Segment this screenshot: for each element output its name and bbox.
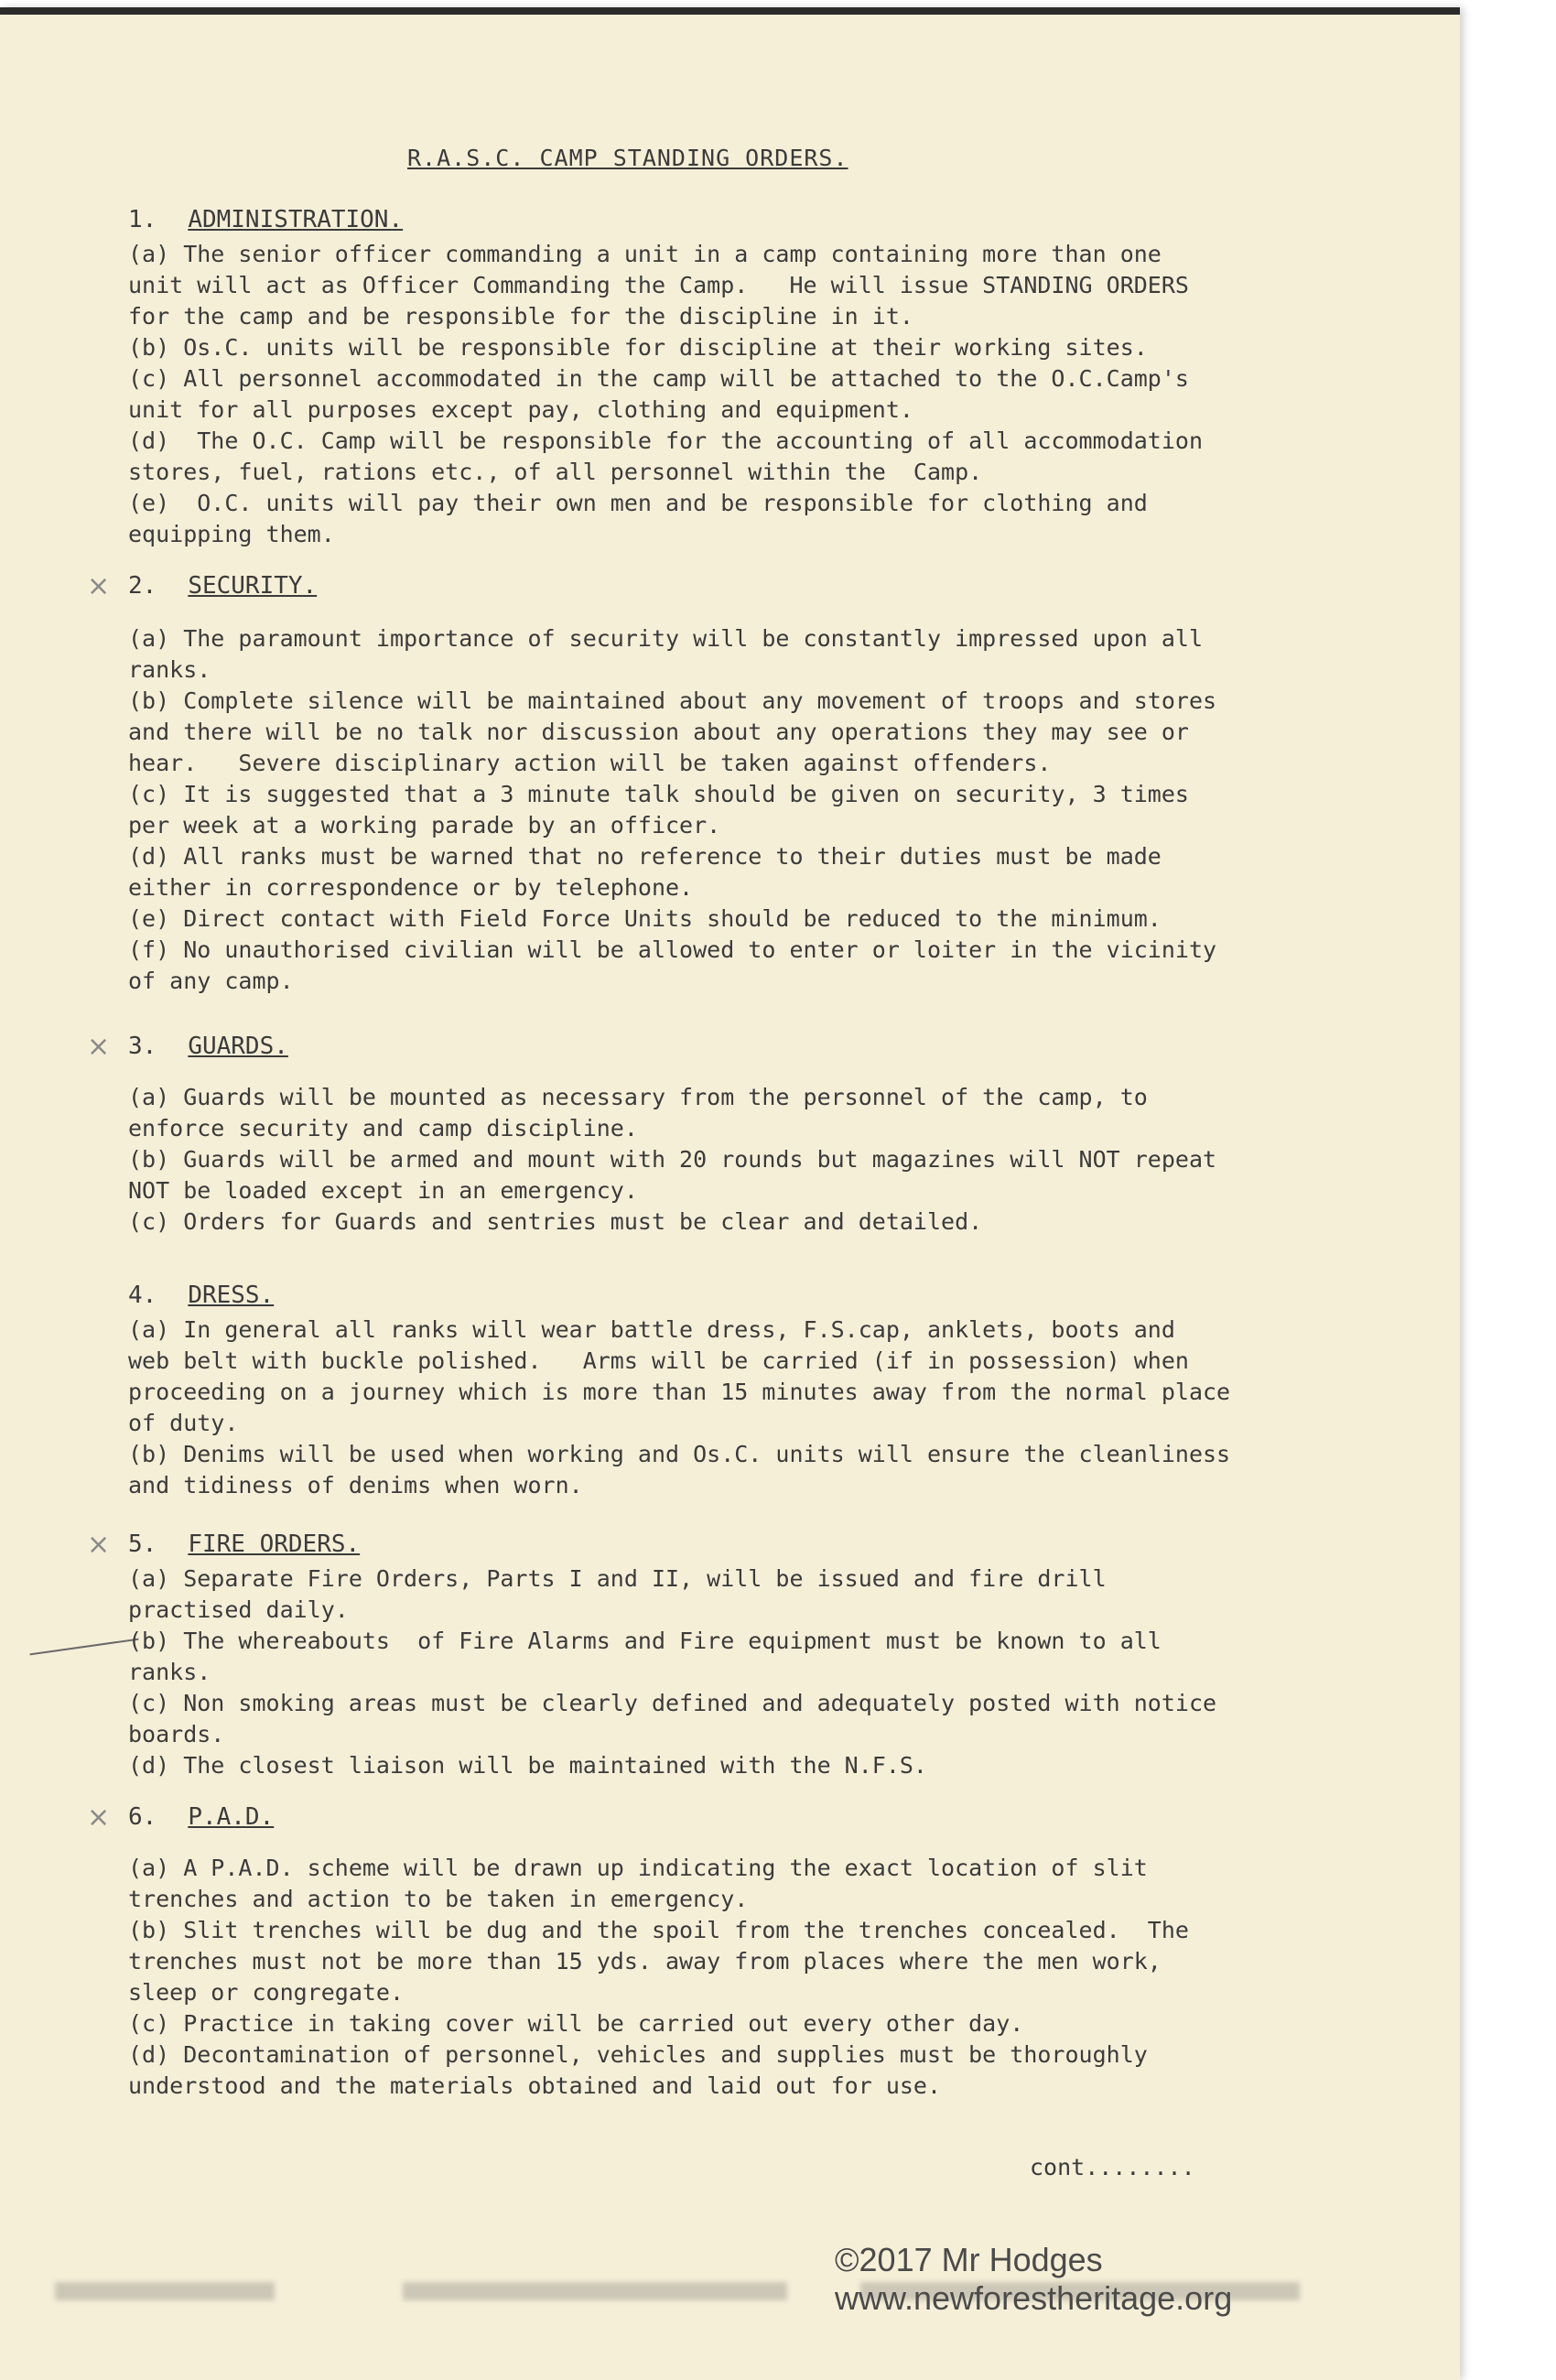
section-heading bbox=[128, 1529, 1364, 1560]
section-body: (a) The paramount importance of security will be constantly impressed upon all ranks. (b) Complete silence will be maintained about any movement of troops and stores and there will be no talk nor discussion about any operations they may see or hear. Severe disciplinary action will be taken against offenders. (c) It is suggested that a 3 minute talk should be given on security, 3 times per week at a working parade by an officer. (d) All ranks must be warned that no reference to their duties must be made either in correspondence or by telephone. (e) Direct contact with Field Force Units should be reduced to the minimum. (f) No unauthorised civilian will be allowed to enter or loiter in the vicinity of any camp. bbox=[128, 625, 1217, 994]
section-heading bbox=[128, 1801, 1364, 1833]
pencil-line-mark bbox=[29, 1639, 138, 1656]
section-body: (a) Separate Fire Orders, Parts I and II, will be issued and fire drill practised daily. (b) The whereabouts of Fire Alarms and Fire equipment must be known to all ranks. (c) Non smoking areas must be clearly defined and adequately posted with notice boards. (d) The closest liaison will be maintained with the N.F.S. bbox=[128, 1565, 1217, 1779]
section-body: (a) A P.A.D. scheme will be drawn up indicating the exact location of slit trenches and action to be taken in emergency. (b) Slit trenches will be dug and the spoil from the trenches concealed. The trenches must not be more than 15 yds. away from places where the men work, sleep or congregate. (c) Practice in taking cover will be carried out every other day. (d) Decontamination of personnel, vehicles and supplies must be thoroughly understood and the materials obtained and laid out for use. bbox=[128, 1855, 1189, 2099]
section-heading bbox=[128, 570, 1364, 601]
section-security bbox=[128, 570, 1364, 997]
pencil-tick-mark: × bbox=[87, 1031, 111, 1063]
section-administration bbox=[128, 204, 1364, 550]
section-title: DRESS. bbox=[188, 1282, 275, 1309]
section-pad bbox=[128, 1801, 1364, 2102]
section-title: ADMINISTRATION. bbox=[188, 206, 404, 233]
section-body: (a) In general all ranks will wear battle dress, F.S.cap, anklets, boots and web belt with buckle polished. Arms will be carried (if in possession) when proceeding on a journey which is more than 15 minutes away from the normal place of duty. (b) Denims will be used when working and Os.C. units will ensure the cleanliness and tidiness of denims when worn. bbox=[128, 1316, 1231, 1498]
section-heading bbox=[128, 204, 1364, 235]
section-body: (a) Guards will be mounted as necessary from the personnel of the camp, to enforce security and camp discipline. (b) Guards will be armed and mount with 20 rounds but magazines will NOT repeat NOT be loaded except in an emergency. (c) Orders for Guards and sentries must be clear and detailed. bbox=[128, 1084, 1217, 1235]
ink-smudge bbox=[860, 2282, 1300, 2300]
section-title: P.A.D. bbox=[188, 1803, 275, 1831]
section-body: (a) The senior officer commanding a unit in a camp containing more than one unit will act as Officer Commanding the Camp. He will issue STANDING ORDERS for the camp and be responsible for the discipline in it. (b) Os.C. units will be responsible for discipline at their working sites. (c) All personnel accommodated in the camp will be attached to the O.C.Camp's unit for all purposes except pay, clothing and equipment. (d) The O.C. Camp will be responsible for the accounting of all accommodation stores, fuel, rations etc., of all personnel within the Camp. (e) O.C. units will pay their own men and be responsible for clothing and equipping them. bbox=[128, 241, 1203, 547]
section-heading bbox=[128, 1280, 1364, 1311]
section-dress bbox=[128, 1280, 1364, 1501]
document-page bbox=[0, 7, 1460, 2380]
pencil-tick-mark: × bbox=[87, 1801, 111, 1834]
page-title: R.A.S.C. CAMP STANDING ORDERS. bbox=[407, 145, 848, 171]
section-number: 3. bbox=[128, 1033, 157, 1060]
ink-smudge bbox=[403, 2282, 787, 2300]
pencil-tick-mark: × bbox=[87, 1529, 111, 1561]
section-number: 1. bbox=[128, 206, 157, 233]
section-number: 2. bbox=[128, 572, 157, 600]
section-guards bbox=[128, 1031, 1364, 1238]
section-number: 6. bbox=[128, 1803, 157, 1831]
continuation-note: cont........ bbox=[1030, 2154, 1195, 2180]
section-title: FIRE ORDERS. bbox=[188, 1531, 361, 1558]
ink-smudge bbox=[55, 2282, 275, 2300]
scan-edge bbox=[0, 7, 1460, 15]
copyright-watermark: ©2017 Mr Hodges www.newforestheritage.org bbox=[835, 2241, 1233, 2317]
section-number: 4. bbox=[128, 1282, 157, 1309]
section-title: GUARDS. bbox=[188, 1033, 288, 1060]
section-number: 5. bbox=[128, 1531, 157, 1558]
pencil-tick-mark: × bbox=[87, 570, 111, 602]
section-heading bbox=[128, 1031, 1364, 1062]
section-fire-orders bbox=[128, 1529, 1364, 1781]
section-title: SECURITY. bbox=[188, 572, 318, 600]
